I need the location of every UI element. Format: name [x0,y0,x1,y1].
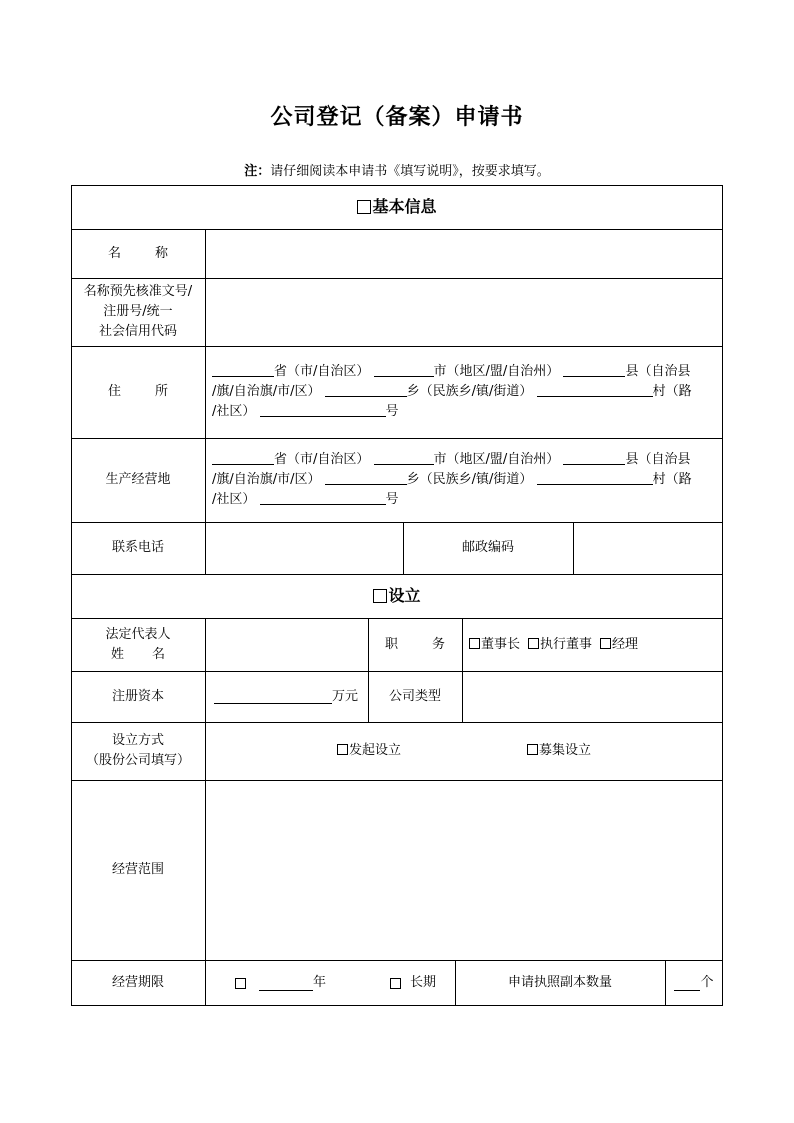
code-label-line-2: 注册号/统一 [103,304,173,319]
county-blank[interactable] [563,362,625,377]
name-field[interactable] [205,229,723,278]
code-label-line-3: 社会信用代码 [98,324,177,339]
term-year-unit: 年 [313,975,327,990]
city-blank[interactable] [374,362,434,377]
license-copies-blank[interactable] [674,976,700,991]
phone-field[interactable] [205,522,403,574]
number-suffix: 号 [385,492,399,507]
phone-label: 联系电话 [111,540,164,555]
position-label-char-2: 务 [432,636,446,652]
method-option-offering[interactable] [527,741,591,761]
postcode-label: 邮政编码 [461,540,514,555]
registered-capital-label: 注册资本 [111,688,164,704]
checkbox-icon[interactable] [337,744,348,755]
city-suffix: 市（地区/盟/自治州） [433,452,560,467]
residence-label-char-1: 住 [107,384,121,399]
legal-rep-label-char-b: 名 [152,646,166,662]
community-suffix: /社区） [212,492,256,507]
registration-code-label [71,278,205,346]
county-suffix: 县（自治县 [625,364,691,379]
city-blank[interactable] [374,450,434,465]
method-label-line-1: 设立方式 [111,733,164,748]
business-scope-label: 经营范围 [111,862,164,877]
registered-capital-field[interactable] [205,671,368,722]
province-suffix: 省（市/自治区） [274,452,370,467]
name-label-char-2: 称 [155,245,169,261]
number-blank[interactable] [260,402,386,417]
term-long-label: 长期 [410,975,437,990]
term-years-blank[interactable] [259,976,313,991]
company-type-label: 公司类型 [388,688,441,704]
section-basic-info-title: 基本信息 [372,197,437,216]
business-scope-field[interactable] [205,780,723,960]
village-blank[interactable] [537,470,653,485]
method-label-line-2: （股份公司填写） [85,753,190,768]
term-years-checkbox[interactable] [235,978,246,989]
position-option-manager[interactable] [600,635,638,655]
method-option-promotion[interactable] [337,741,401,761]
production-site-address-field[interactable] [205,438,723,522]
community-suffix: /社区） [212,404,256,419]
term-long-checkbox[interactable] [390,978,401,989]
legal-rep-label-char-a: 姓 [110,646,124,662]
section-establishment-checkbox[interactable] [373,589,387,603]
township-blank[interactable] [325,470,407,485]
residence-label [71,346,205,438]
banner-suffix: /旗/自治旗/市/区） [212,384,321,399]
license-copies-field[interactable] [665,960,723,1006]
number-suffix: 号 [385,404,399,419]
position-option-chairman[interactable] [469,635,520,655]
checkbox-icon[interactable] [528,638,539,649]
legal-representative-label [71,618,205,671]
option-label: 募集设立 [539,743,592,758]
city-suffix: 市（地区/盟/自治州） [433,364,560,379]
village-suffix: 村（路 [652,384,692,399]
document-title: 公司登记（备案）申请书 [270,104,524,130]
village-suffix: 村（路 [652,472,692,487]
code-label-line-1: 名称预先核准文号/ [83,284,193,299]
residence-label-char-2: 所 [155,384,169,399]
option-label: 经理 [612,636,639,652]
checkbox-icon[interactable] [600,638,611,649]
legal-rep-label-line-1: 法定代表人 [105,626,171,642]
registration-code-field[interactable] [205,278,723,346]
note-prefix: 注： [244,164,271,179]
banner-suffix: /旗/自治旗/市/区） [212,472,321,487]
option-label: 发起设立 [348,743,401,758]
establishment-method-label [71,722,205,780]
position-label-char-1: 职 [384,636,398,652]
license-copies-label: 申请执照副本数量 [507,975,612,990]
residence-address-field[interactable] [205,346,723,438]
name-label-char-1: 名 [107,245,121,261]
position-options [462,618,723,671]
section-establishment [71,574,723,618]
company-type-field[interactable] [462,671,723,722]
establishment-method-options [205,722,723,780]
name-label [71,229,205,278]
province-blank[interactable] [212,450,274,465]
note-text: 请仔细阅读本申请书《填写说明》，按要求填写。 [270,164,550,179]
license-copies-unit: 个 [700,975,714,990]
capital-unit: 万元 [332,688,359,704]
production-site-label: 生产经营地 [105,472,171,487]
business-term-label: 经营期限 [111,975,164,990]
capital-blank[interactable] [214,689,332,704]
township-suffix: 乡（民族乡/镇/街道） [406,384,533,399]
number-blank[interactable] [260,490,386,505]
legal-representative-field[interactable] [205,618,368,671]
position-option-executive-director[interactable] [528,635,592,655]
option-label: 董事长 [481,636,521,652]
county-blank[interactable] [563,450,625,465]
township-suffix: 乡（民族乡/镇/街道） [406,472,533,487]
province-blank[interactable] [212,362,274,377]
section-basic-info [71,185,723,229]
checkbox-icon[interactable] [527,744,538,755]
instruction-note [0,160,794,179]
village-blank[interactable] [537,382,653,397]
position-label [368,618,462,671]
option-label: 执行董事 [540,636,593,652]
section-establishment-title: 设立 [388,586,421,605]
checkbox-icon[interactable] [469,638,480,649]
province-suffix: 省（市/自治区） [274,364,370,379]
county-suffix: 县（自治县 [625,452,691,467]
business-term-field [205,960,455,1006]
township-blank[interactable] [325,382,407,397]
section-basic-info-checkbox[interactable] [357,200,371,214]
postcode-field[interactable] [573,522,723,574]
